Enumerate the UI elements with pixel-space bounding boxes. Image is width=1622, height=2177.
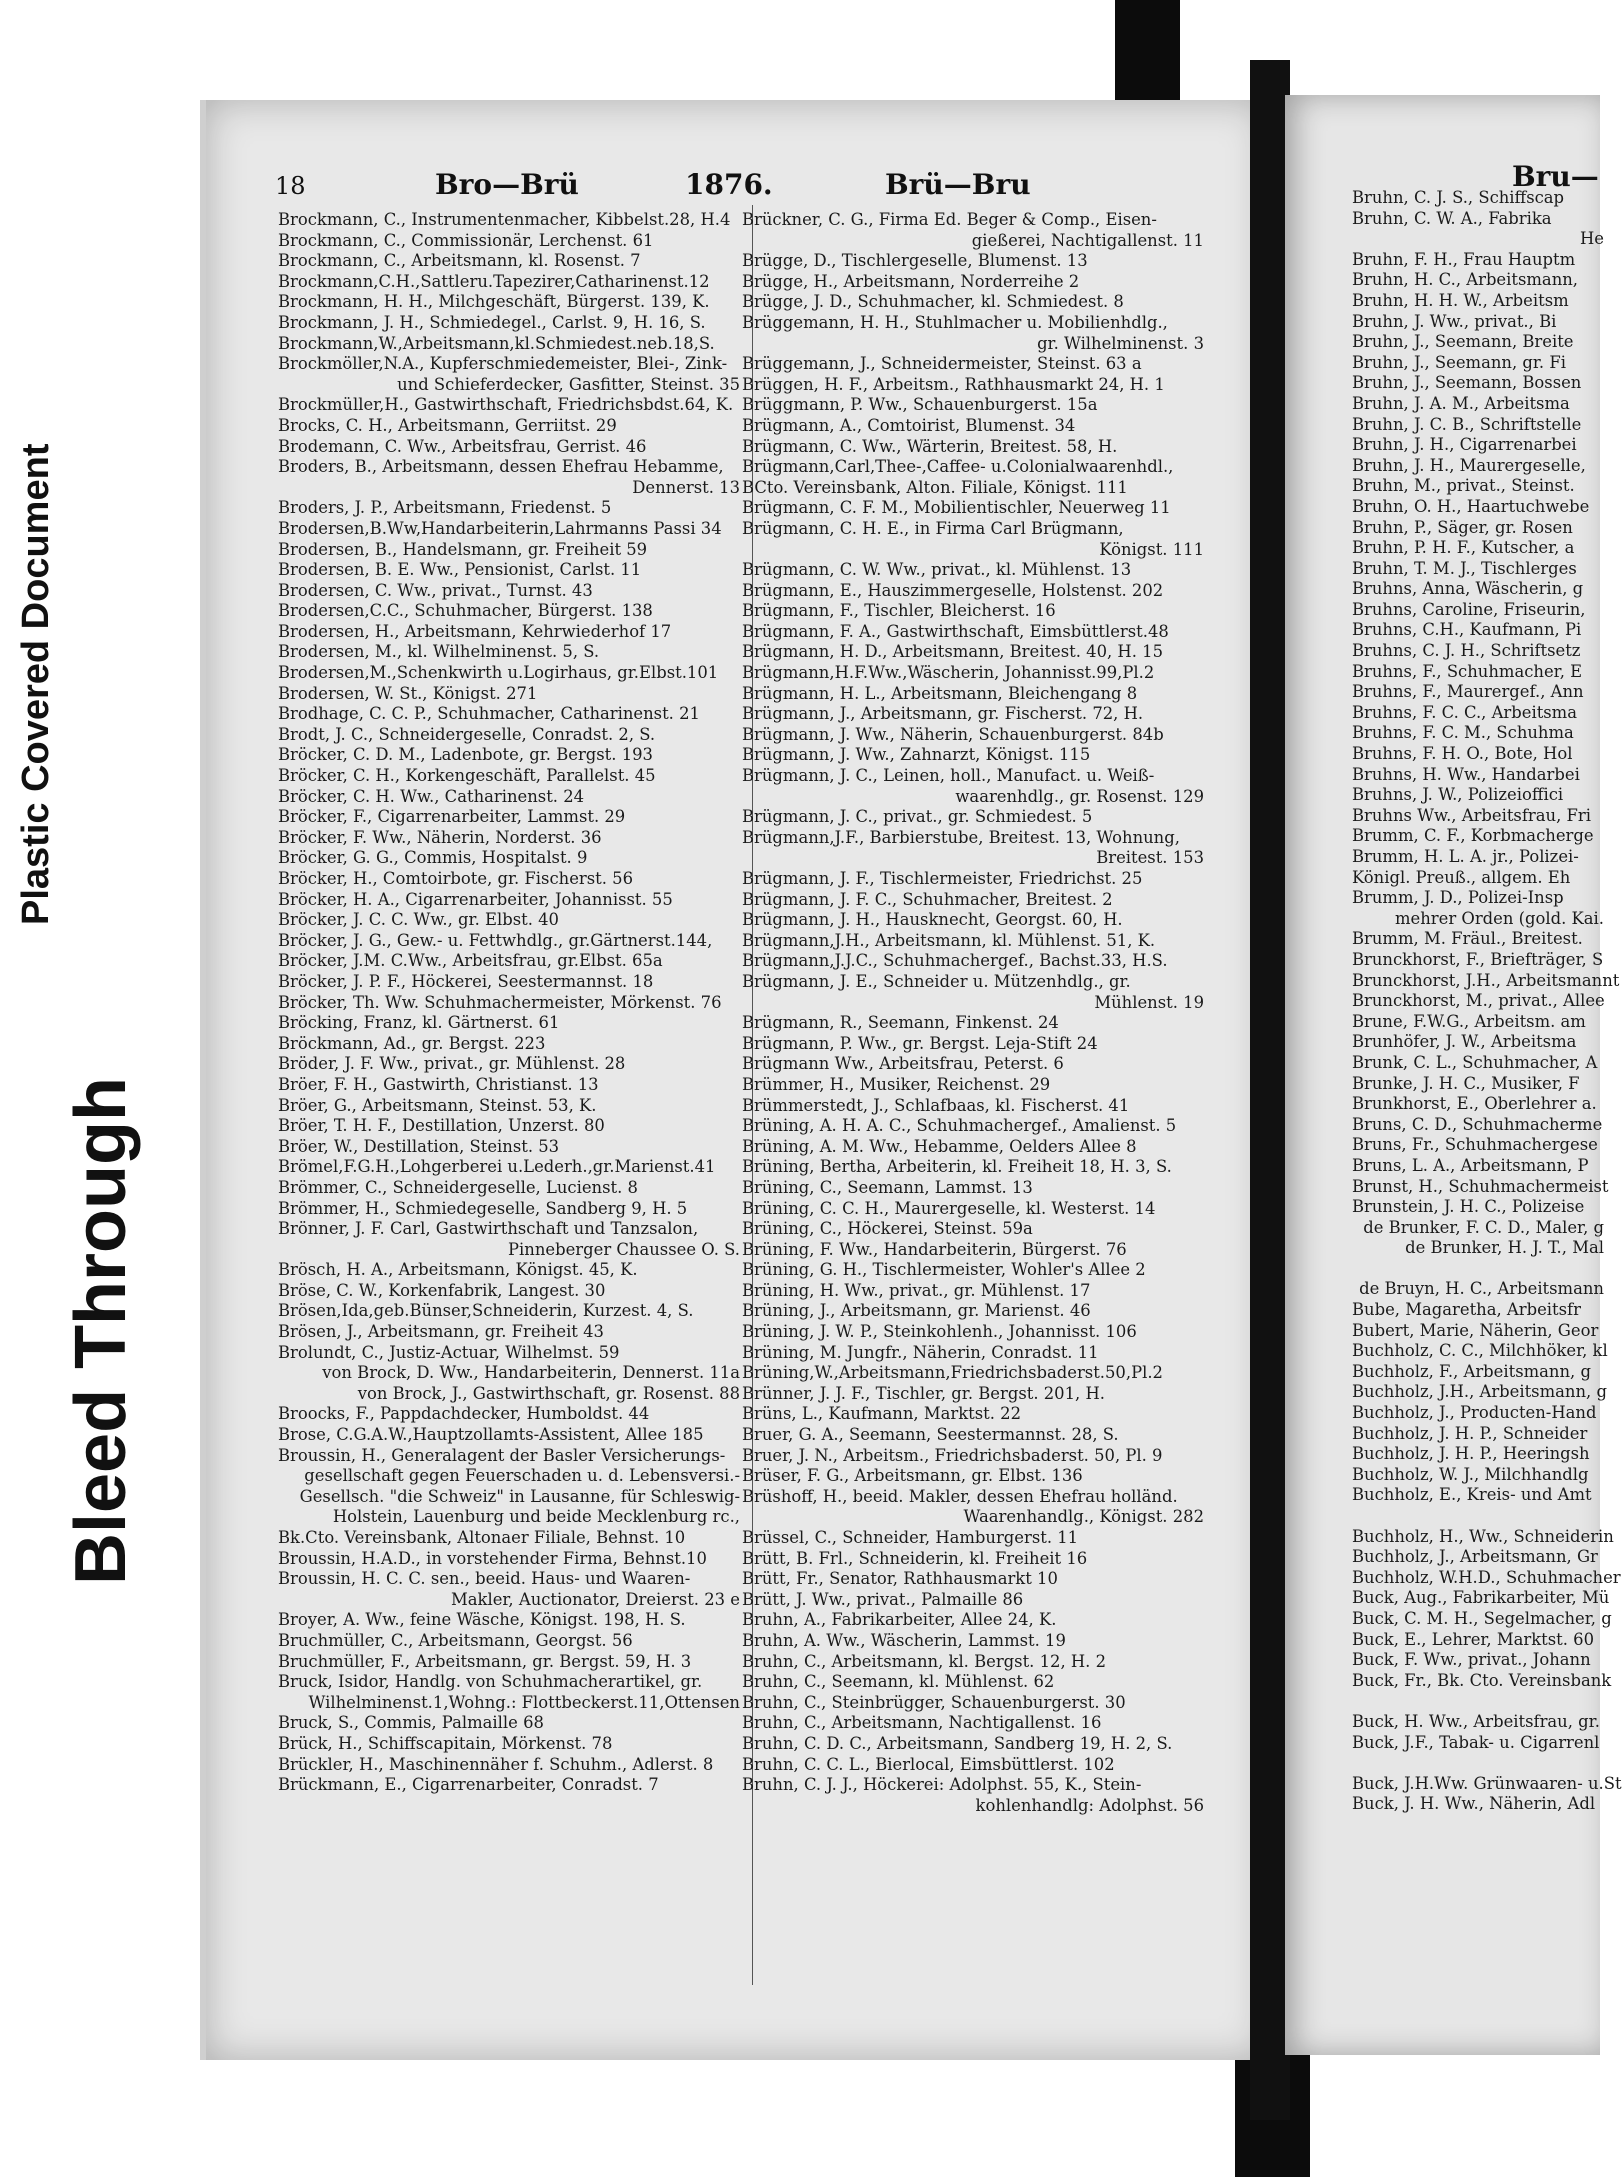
directory-entry: Brünner, J. J. F., Tischler, gr. Bergst. 201, H. bbox=[742, 1383, 1105, 1403]
directory-entry: Brumm, H. L. A. jr., Polizei- bbox=[1352, 847, 1579, 866]
binder-clip-top bbox=[1115, 0, 1180, 100]
directory-entry: Brüning, C. C. H., Maurergeselle, kl. Westerst. 14 bbox=[742, 1198, 1156, 1218]
directory-entry: Buchholz, C. C., Milchhöker, kl bbox=[1352, 1341, 1608, 1361]
directory-entry: Brösen,Ida,geb.Bünser,Schneiderin, Kurzest. 4, S. bbox=[278, 1301, 694, 1321]
directory-entry: Buchholz, H., Ww., Schneiderin bbox=[1352, 1526, 1614, 1546]
directory-entry: Broocks, F., Pappdachdecker, Humboldst. 44 bbox=[278, 1404, 650, 1424]
directory-entry: Brüggen, H. F., Arbeitsm., Rathhausmarkt 24, H. 1 bbox=[742, 374, 1165, 394]
directory-entry: Brüning, F. Ww., Handarbeiterin, Bürgerst. 76 bbox=[742, 1239, 1127, 1259]
directory-entry: Bröcker, J. C. C. Ww., gr. Elbst. 40 bbox=[278, 910, 559, 930]
directory-entry: und Schieferdecker, Gasfitter, Steinst. 35 bbox=[397, 374, 740, 394]
directory-entry: Brockmann, H. H., Milchgeschäft, Bürgerst. 139, K. bbox=[278, 292, 710, 312]
directory-entry: gr. Wilhelminenst. 3 bbox=[1037, 333, 1204, 353]
directory-entry: Brüning, M. Jungfr., Näherin, Conradst. 11 bbox=[742, 1342, 1099, 1362]
directory-entry: Bruhn, O. H., Haartuchwebe bbox=[1352, 496, 1590, 516]
directory-entry: von Brock, D. Ww., Handarbeiterin, Dennerst. 11a bbox=[322, 1363, 740, 1383]
directory-entry: gießerei, Nachtigallenst. 11 bbox=[971, 230, 1204, 250]
directory-entry: Brüning, Bertha, Arbeiterin, kl. Freiheit 18, H. 3, S. bbox=[742, 1157, 1172, 1177]
directory-entry: Holstein, Lauenburg und beide Mecklenburg rc., bbox=[332, 1507, 740, 1527]
directory-entry: Brockmöller,N.A., Kupferschmiedemeister, Blei-, Zink- bbox=[278, 354, 728, 374]
directory-entry: Bruns, Fr., Schuhmachergese bbox=[1352, 1135, 1598, 1155]
directory-entry: Bröckmann, Ad., gr. Bergst. 223 bbox=[278, 1033, 546, 1053]
directory-entry: Buck, E., Lehrer, Marktst. 60 bbox=[1352, 1629, 1595, 1649]
directory-entry: Brockmann,W.,Arbeitsmann,kl.Schmiedest.neb.18,S. bbox=[278, 333, 715, 353]
directory-entry: Bruhn, J., Seemann, Bossen bbox=[1352, 373, 1582, 393]
directory-entry: Brügge, D., Tischlergeselle, Blumenst. 13 bbox=[742, 251, 1088, 271]
directory-entry: Makler, Auctionator, Dreierst. 23 e bbox=[450, 1589, 740, 1609]
directory-entry: Bruhn, C. J. J., Höckerei: Adolphst. 55, K., Stein- bbox=[742, 1775, 1142, 1795]
directory-entry: Buchholz, J. H. P., Heeringsh bbox=[1352, 1444, 1590, 1464]
directory-entry: Brüning, C., Seemann, Lammst. 13 bbox=[742, 1177, 1033, 1197]
directory-entry: Bruhn, C., Arbeitsmann, Nachtigallenst. 16 bbox=[742, 1713, 1102, 1733]
directory-entry: Brockmann, J. H., Schmiedegel., Carlst. 9, H. 16, S. bbox=[278, 312, 706, 332]
directory-entry: Brügmann, E., Hauszimmergeselle, Holstenst. 202 bbox=[742, 580, 1164, 600]
directory-entry: Buchholz, W. J., Milchhandlg bbox=[1352, 1464, 1589, 1484]
directory-entry bbox=[1352, 1691, 1612, 1712]
directory-entry: Bruhns, Caroline, Friseurin, bbox=[1352, 599, 1586, 619]
directory-entry: Bruhn, A. Ww., Wäscherin, Lammst. 19 bbox=[742, 1630, 1066, 1650]
directory-entry: Bruer, G. A., Seemann, Seestermannst. 28, S. bbox=[742, 1425, 1119, 1445]
directory-entry: Bruhns, F., Schuhmacher, E bbox=[1352, 661, 1583, 681]
directory-entry: Bruck, Isidor, Handlg. von Schuhmacherartikel, gr. bbox=[278, 1672, 703, 1692]
directory-entry: Broders, J. P., Arbeitsmann, Friedenst. 5 bbox=[278, 498, 612, 518]
directory-entry: He bbox=[1580, 229, 1604, 249]
bleed-through-label: Bleed Through bbox=[61, 1077, 141, 1585]
directory-entry: Brügmann,Carl,Thee-,Caffee- u.Colonialwaarenhdl., bbox=[742, 457, 1174, 477]
directory-entry: Brodt, J. C., Schneidergeselle, Conradst. 2, S. bbox=[278, 724, 656, 744]
directory-entry: Buck, H. Ww., Arbeitsfrau, gr. bbox=[1352, 1711, 1600, 1731]
directory-entry: Brockmüller,H., Gastwirthschaft, Friedrichsbdst.64, K. bbox=[278, 395, 734, 415]
directory-entry: Brügmann, C. H. E., in Firma Carl Brügmann, bbox=[742, 518, 1124, 538]
directory-entry: Brüning, A. H. A. C., Schuhmachergef., Amalienst. 5 bbox=[742, 1116, 1177, 1136]
directory-entry: Brömmer, C., Schneidergeselle, Lucienst. 8 bbox=[278, 1177, 638, 1197]
directory-entry: Waarenhandlg., Königst. 282 bbox=[963, 1507, 1204, 1527]
directory-entry: Bruck, S., Commis, Palmaille 68 bbox=[278, 1713, 544, 1733]
directory-entry: Brüning, J., Arbeitsmann, gr. Marienst. 46 bbox=[742, 1301, 1091, 1321]
directory-entry: Brumm, J. D., Polizei-Insp bbox=[1352, 888, 1564, 908]
directory-entry: Brömmer, H., Schmiedegeselle, Sandberg 9, H. 5 bbox=[278, 1198, 688, 1218]
directory-entry: Bröer, T. H. F., Destillation, Unzerst. 80 bbox=[278, 1116, 605, 1136]
directory-entry: Dennerst. 13 bbox=[632, 477, 740, 497]
directory-entry: Brunckhorst, F., Briefträger, S bbox=[1352, 949, 1604, 969]
directory-entry: Brodersen, B., Handelsmann, gr. Freiheit 59 bbox=[278, 539, 648, 559]
directory-entry: Brügmann,J.F., Barbierstube, Breitest. 13, Wohnung, bbox=[742, 827, 1180, 847]
directory-entry: Bruhn, J., Seemann, Breite bbox=[1352, 332, 1574, 352]
directory-entry: Buchholz, J. H. P., Schneider bbox=[1352, 1423, 1588, 1443]
directory-entry: Bruhn, P., Säger, gr. Rosen bbox=[1352, 517, 1573, 537]
directory-entry: Buck, C. M. H., Segelmacher, g bbox=[1352, 1608, 1612, 1628]
directory-entry: Brüshoff, H., beeid. Makler, dessen Ehefrau holländ. bbox=[742, 1486, 1178, 1506]
directory-entry: Bröcker, C. H. Ww., Catharinenst. 24 bbox=[278, 786, 585, 806]
directory-entry: Brügmann, J. F. C., Schuhmacher, Breitest. 2 bbox=[742, 889, 1113, 909]
directory-entry: Brockmann, C., Commissionär, Lerchenst. 61 bbox=[278, 230, 654, 250]
directory-entry: Brodersen, C. Ww., privat., Turnst. 43 bbox=[278, 580, 593, 600]
directory-entry: Brüssel, C., Schneider, Hamburgerst. 11 bbox=[742, 1528, 1079, 1547]
directory-entry: Buchholz, W.H.D., Schuhmacher bbox=[1352, 1567, 1621, 1587]
directory-entry: Brügmann, J. Ww., Zahnarzt, Königst. 115 bbox=[742, 745, 1091, 765]
left-key-heading: Bro—Brü bbox=[435, 168, 579, 201]
directory-entry: Brügmann, J. F., Tischlermeister, Friedrichst. 25 bbox=[742, 869, 1143, 888]
directory-entry: Brügmann,J.J.C., Schuhmachergef., Bachst.33, H.S. bbox=[742, 951, 1168, 971]
directory-entry: Bruhn, C. J. S., Schiffscap bbox=[1352, 188, 1565, 207]
left-column bbox=[278, 210, 748, 1796]
directory-entry: Bruhn, A., Fabrikarbeiter, Allee 24, K. bbox=[742, 1610, 1057, 1630]
directory-entry: Brodersen, M., kl. Wilhelminenst. 5, S. bbox=[278, 642, 600, 662]
directory-entry: Bröcker, C. H., Korkengeschäft, Parallelst. 45 bbox=[278, 766, 656, 786]
directory-entry: Brückmann, E., Cigarrenarbeiter, Conradst. 7 bbox=[278, 1775, 659, 1795]
directory-entry: Bröcker, F., Cigarrenarbeiter, Lammst. 29 bbox=[278, 807, 626, 827]
directory-entry: Bruhn, P. H. F., Kutscher, a bbox=[1352, 538, 1575, 558]
directory-entry: Bröer, G., Arbeitsmann, Steinst. 53, K. bbox=[278, 1095, 597, 1115]
directory-entry: Brömel,F.G.H.,Lohgerberei u.Lederh.,gr.Marienst.41 bbox=[278, 1157, 716, 1177]
directory-entry: Bröer, W., Destillation, Steinst. 53 bbox=[278, 1136, 560, 1156]
directory-entry: Brügmann, J. C., privat., gr. Schmiedest. 5 bbox=[742, 807, 1093, 827]
directory-entry: Brügmann,J.H., Arbeitsmann, kl. Mühlenst. 51, K. bbox=[742, 930, 1156, 950]
directory-entry: Bröder, J. F. Ww., privat., gr. Mühlenst. 28 bbox=[278, 1054, 626, 1074]
directory-entry: Brolundt, C., Justiz-Actuar, Wilhelmst. 59 bbox=[278, 1342, 620, 1362]
directory-entry: Bruhns Ww., Arbeitsfrau, Fri bbox=[1352, 805, 1591, 825]
directory-entry bbox=[1352, 1506, 1612, 1527]
directory-entry: Brütt, Fr., Senator, Rathhausmarkt 10 bbox=[742, 1569, 1058, 1589]
directory-entry: Bruhn, T. M. J., Tischlerges bbox=[1352, 558, 1577, 578]
directory-entry: Brügmann, C. F. M., Mobilientischler, Neuerweg 11 bbox=[742, 498, 1171, 518]
directory-entry: Broussin, H., Generalagent der Basler Versicherungs- bbox=[278, 1445, 726, 1465]
directory-entry: de Brunker, F. C. D., Maler, g bbox=[1363, 1217, 1604, 1237]
directory-entry: Brösen, J., Arbeitsmann, gr. Freiheit 43 bbox=[278, 1322, 604, 1342]
directory-entry: Brück, H., Schiffscapitain, Mörkenst. 78 bbox=[278, 1733, 613, 1753]
directory-entry: Königst. 111 bbox=[1099, 539, 1204, 559]
directory-entry: Brümmer, H., Musiker, Reichenst. 29 bbox=[742, 1074, 1051, 1094]
right-key-heading: Brü—Bru bbox=[885, 168, 1031, 201]
directory-entry: Brüning, A. M. Ww., Hebamme, Oelders Allee 8 bbox=[742, 1136, 1137, 1156]
directory-entry: Brügmann, J. Ww., Näherin, Schauenburgerst. 84b bbox=[742, 724, 1164, 744]
directory-entry: Bruhns, F. H. O., Bote, Hol bbox=[1352, 744, 1573, 764]
directory-entry: Bröcker, J. G., Gew.- u. Fettwhdlg., gr.Gärtnerst.144, bbox=[278, 930, 713, 950]
directory-entry: Breitest. 153 bbox=[1096, 848, 1204, 868]
directory-entry: Brunst, H., Schuhmachermeist bbox=[1352, 1176, 1609, 1196]
directory-entry: Brügmann, J. C., Leinen, holl., Manufact. u. Weiß- bbox=[742, 766, 1155, 786]
directory-entry: Bröer, F. H., Gastwirth, Christianst. 13 bbox=[278, 1074, 599, 1094]
directory-entry: waarenhdlg., gr. Rosenst. 129 bbox=[955, 786, 1204, 806]
directory-entry: Bruhn, J. H., Maurergeselle, bbox=[1352, 455, 1586, 475]
directory-entry: Brodersen,M.,Schenkwirth u.Logirhaus, gr.Elbst.101 bbox=[278, 663, 719, 683]
directory-entry: Bruhns, F. C. C., Arbeitsma bbox=[1352, 702, 1578, 722]
directory-entry: Bröcker, H. A., Cigarrenarbeiter, Johannisst. 55 bbox=[278, 889, 673, 909]
directory-entry: Brügmann, H. D., Arbeitsmann, Breitest. 40, H. 15 bbox=[742, 642, 1164, 662]
directory-entry: Brümmerstedt, J., Schlafbaas, kl. Fischerst. 41 bbox=[742, 1095, 1130, 1115]
directory-entry: Brügmann, F. A., Gastwirthschaft, Eimsbüttlerst.48 bbox=[742, 621, 1169, 641]
directory-entry: Brückler, H., Maschinennäher f. Schuhm., Adlerst. 8 bbox=[278, 1754, 714, 1774]
directory-entry: Brodersen,C.C., Schuhmacher, Bürgerst. 138 bbox=[278, 601, 653, 621]
directory-entry: Bruhn, C. D. C., Arbeitsmann, Sandberg 19, H. 2, S. bbox=[742, 1733, 1173, 1753]
directory-entry: Bk.Cto. Vereinsbank, Altonaer Filiale, Behnst. 10 bbox=[278, 1528, 686, 1547]
directory-entry: Buchholz, F., Arbeitsmann, g bbox=[1352, 1361, 1591, 1381]
directory-entry: Brunhöfer, J. W., Arbeitsma bbox=[1352, 1032, 1577, 1052]
directory-entry: Brumm, M. Fräul., Breitest. bbox=[1352, 929, 1583, 949]
directory-entry: Buck, J.H.Ww. Grünwaaren- u.St bbox=[1352, 1773, 1622, 1793]
directory-entry: Brüning, C., Höckerei, Steinst. 59a bbox=[742, 1219, 1033, 1239]
directory-entry: Brügge, J. D., Schuhmacher, kl. Schmiedest. 8 bbox=[742, 292, 1124, 312]
directory-entry: Brügmann, F., Tischler, Bleicherst. 16 bbox=[742, 601, 1056, 621]
directory-entry: Brockmann, C., Arbeitsmann, kl. Rosenst. 7 bbox=[278, 251, 641, 271]
page-number: 18 bbox=[275, 172, 306, 200]
directory-entry: Brodersen, W. St., Königst. 271 bbox=[278, 683, 538, 703]
directory-entry: Brüns, L., Kaufmann, Marktst. 22 bbox=[742, 1404, 1022, 1424]
directory-entry: Bruer, J. N., Arbeitsm., Friedrichsbaderst. 50, Pl. 9 bbox=[742, 1445, 1163, 1465]
directory-entry: Brönner, J. F. Carl, Gastwirthschaft und Tanzsalon, bbox=[278, 1219, 699, 1239]
directory-entry: Brodersen, B. E. Ww., Pensionist, Carlst. 11 bbox=[278, 560, 642, 580]
directory-entry: Brügmann, P. Ww., gr. Bergst. Leja-Stift 24 bbox=[742, 1033, 1098, 1053]
directory-entry: Brune, F.W.G., Arbeitsm. am bbox=[1352, 1011, 1586, 1031]
directory-entry: Brunckhorst, M., privat., Allee bbox=[1352, 991, 1605, 1011]
directory-entry: Wilhelminenst.1,Wohng.: Flottbeckerst.11,Ottensen bbox=[308, 1692, 740, 1712]
middle-column bbox=[742, 210, 1212, 1816]
directory-entry: Brügmann, J. E., Schneider u. Mützenhdlg., gr. bbox=[742, 971, 1131, 991]
next-page-heading: Bru— bbox=[1512, 160, 1599, 193]
directory-entry: Bröcker, J. P. F., Höckerei, Seestermannst. 18 bbox=[278, 971, 654, 991]
directory-entry: Bröse, C. W., Korkenfabrik, Langest. 30 bbox=[278, 1280, 606, 1300]
directory-entry: Brüggemann, J., Schneidermeister, Steinst. 63 a bbox=[742, 354, 1142, 374]
directory-entry: Bruns, L. A., Arbeitsmann, P bbox=[1352, 1155, 1589, 1175]
directory-entry: Bruhns, H. Ww., Handarbei bbox=[1352, 764, 1580, 784]
directory-entry: Bröcker, C. D. M., Ladenbote, gr. Bergst. 193 bbox=[278, 745, 653, 765]
directory-entry: Brocks, C. H., Arbeitsmann, Gerriitst. 29 bbox=[278, 415, 617, 435]
year-heading: 1876. bbox=[685, 168, 773, 201]
directory-entry: Pinneberger Chaussee O. S. bbox=[508, 1239, 740, 1259]
directory-entry bbox=[1352, 1259, 1612, 1280]
directory-entry: gesellschaft gegen Feuerschaden u. d. Lebensversi.- bbox=[304, 1466, 740, 1486]
directory-entry: Brodersen,B.Ww,Handarbeiterin,Lahrmanns Passi 34 bbox=[278, 518, 722, 538]
directory-entry: Buchholz, J., Arbeitsmann, Gr bbox=[1352, 1547, 1598, 1567]
directory-entry: Brügmann, R., Seemann, Finkenst. 24 bbox=[742, 1013, 1059, 1033]
directory-entry: Bruhn, C., Steinbrügger, Schauenburgerst. 30 bbox=[742, 1692, 1126, 1712]
directory-entry: Brügmann, C. Ww., Wärterin, Breitest. 58, H. bbox=[742, 436, 1118, 456]
directory-entry: Buchholz, E., Kreis- und Amt bbox=[1352, 1485, 1592, 1505]
directory-entry: Brügmann, J. H., Hausknecht, Georgst. 60, H. bbox=[742, 910, 1123, 930]
directory-entry: Brunke, J. H. C., Musiker, F bbox=[1352, 1073, 1580, 1093]
directory-entry: Bruhns, C. J. H., Schriftsetz bbox=[1352, 641, 1581, 661]
directory-entry: Brunk, C. L., Schuhmacher, A bbox=[1352, 1052, 1598, 1072]
directory-entry: Brose, C.G.A.W.,Hauptzollamts-Assistent, Allee 185 bbox=[278, 1425, 704, 1445]
plastic-covered-label: Plastic Covered Document bbox=[15, 443, 57, 925]
directory-entry: Brodemann, C. Ww., Arbeitsfrau, Gerrist. 46 bbox=[278, 436, 647, 456]
directory-entry: Bröcker, Th. Ww. Schuhmachermeister, Mörkenst. 76 bbox=[278, 992, 722, 1012]
directory-entry: Bröcker, J.M. C.Ww., Arbeitsfrau, gr.Elbst. 65a bbox=[278, 951, 663, 971]
directory-entry: Brügmann, J., Arbeitsmann, gr. Fischerst. 72, H. bbox=[742, 704, 1144, 724]
directory-entry: Brüning, G. H., Tischlermeister, Wohler's Allee 2 bbox=[742, 1260, 1146, 1280]
directory-entry: Bruhn, C. C. L., Bierlocal, Eimsbüttlerst. 102 bbox=[742, 1754, 1115, 1774]
directory-entry: Gesellsch. "die Schweiz" in Lausanne, für Schleswig- bbox=[299, 1486, 740, 1506]
directory-entry: Bruns, C. D., Schuhmacherme bbox=[1352, 1114, 1603, 1134]
directory-entry: Buchholz, J.H., Arbeitsmann, g bbox=[1352, 1382, 1607, 1402]
directory-entry: de Brunker, H. J. T., Mal bbox=[1405, 1238, 1604, 1258]
directory-entry: Brügmann,H.F.Ww.,Wäscherin, Johannisst.99,Pl.2 bbox=[742, 663, 1155, 683]
directory-entry: Bubert, Marie, Näherin, Geor bbox=[1352, 1320, 1599, 1340]
directory-entry: Bruhns, F. C. M., Schuhma bbox=[1352, 723, 1574, 743]
directory-entry: Broyer, A. Ww., feine Wäsche, Königst. 198, H. S. bbox=[278, 1610, 686, 1630]
directory-entry: Brügmann, H. L., Arbeitsmann, Bleichengang 8 bbox=[742, 683, 1138, 703]
directory-entry: kohlenhandlg: Adolphst. 56 bbox=[975, 1795, 1204, 1815]
directory-entry: Brockmann,C.H.,Sattleru.Tapezirer,Catharinenst.12 bbox=[278, 271, 710, 291]
directory-entry: Brütt, J. Ww., privat., Palmaille 86 bbox=[742, 1589, 1024, 1609]
directory-entry: Broussin, H.A.D., in vorstehender Firma, Behnst.10 bbox=[278, 1548, 707, 1568]
directory-entry: Bruhn, H. C., Arbeitsmann, bbox=[1352, 270, 1579, 290]
directory-entry: Brüser, F. G., Arbeitsmann, gr. Elbst. 136 bbox=[742, 1466, 1083, 1486]
book-spine bbox=[1250, 60, 1290, 2120]
directory-entry: Bruhns, C.H., Kaufmann, Pi bbox=[1352, 620, 1582, 640]
directory-entry: Bruhn, J., Seemann, gr. Fi bbox=[1352, 352, 1566, 372]
directory-entry: Buck, Aug., Fabrikarbeiter, Mü bbox=[1352, 1588, 1610, 1608]
directory-entry: Bruhn, H. H. W., Arbeitsm bbox=[1352, 290, 1569, 310]
directory-entry: Brütt, B. Frl., Schneiderin, kl. Freiheit 16 bbox=[742, 1548, 1088, 1568]
directory-entry: Brügmann, A., Comtoirist, Blumenst. 34 bbox=[742, 415, 1076, 435]
directory-entry: Brumm, C. F., Korbmacherge bbox=[1352, 826, 1594, 846]
directory-entry: Königl. Preuß., allgem. Eh bbox=[1352, 867, 1571, 887]
directory-entry: von Brock, J., Gastwirthschaft, gr. Rosenst. 88 bbox=[357, 1383, 740, 1403]
directory-entry: mehrer Orden (gold. Kai. bbox=[1395, 908, 1604, 928]
directory-entry: Brodhage, C. C. P., Schuhmacher, Catharinenst. 21 bbox=[278, 704, 700, 724]
directory-entry: Bruhns, J. W., Polizeioffici bbox=[1352, 785, 1564, 805]
directory-entry: Bruhns, F., Maurergef., Ann bbox=[1352, 682, 1584, 702]
directory-entry: Buck, F. Ww., privat., Johann bbox=[1352, 1650, 1591, 1670]
directory-entry: Brunckhorst, J.H., Arbeitsmannt bbox=[1352, 970, 1620, 990]
directory-entry: Bruchmüller, F., Arbeitsmann, gr. Bergst. 59, H. 3 bbox=[278, 1651, 692, 1671]
directory-entry: Brügmann Ww., Arbeitsfrau, Peterst. 6 bbox=[742, 1054, 1064, 1074]
directory-entry: Bröcker, G. G., Commis, Hospitalst. 9 bbox=[278, 848, 588, 868]
directory-entry: Broders, B., Arbeitsmann, dessen Ehefrau Hebamme, bbox=[278, 457, 724, 477]
page-header bbox=[275, 168, 1235, 208]
directory-entry: Brodersen, H., Arbeitsmann, Kehrwiederhof 17 bbox=[278, 621, 672, 641]
directory-entry: BCto. Vereinsbank, Alton. Filiale, Königst. 111 bbox=[742, 477, 1128, 497]
directory-entry: Brüning,W.,Arbeitsmann,Friedrichsbaderst.50,Pl.2 bbox=[742, 1363, 1163, 1383]
directory-entry: Bruhn, J. H., Cigarrenarbei bbox=[1352, 435, 1577, 455]
directory-entry: Bröcker, H., Comtoirbote, gr. Fischerst. 56 bbox=[278, 869, 634, 888]
directory-entry: Brügge, H., Arbeitsmann, Norderreihe 2 bbox=[742, 271, 1080, 291]
directory-entry: Bruhn, C., Arbeitsmann, kl. Bergst. 12, H. 2 bbox=[742, 1651, 1107, 1671]
directory-entry: Bruhn, J. C. B., Schriftstelle bbox=[1352, 414, 1582, 434]
directory-entry: Bruhn, J. A. M., Arbeitsma bbox=[1352, 393, 1570, 413]
directory-entry: Brüning, H. Ww., privat., gr. Mühlenst. 17 bbox=[742, 1280, 1091, 1300]
right-column bbox=[1352, 188, 1622, 1815]
directory-entry: Brügmann, C. W. Ww., privat., kl. Mühlenst. 13 bbox=[742, 560, 1132, 580]
directory-entry: Mühlenst. 19 bbox=[1094, 992, 1204, 1012]
directory-entry: Bube, Magaretha, Arbeitsfr bbox=[1352, 1300, 1581, 1320]
directory-entry: Brockmann, C., Instrumentenmacher, Kibbelst.28, H.4 bbox=[278, 210, 731, 229]
directory-entry: Broussin, H. C. C. sen., beeid. Haus- und Waaren- bbox=[278, 1569, 691, 1589]
directory-entry: Bruhn, C. W. A., Fabrika bbox=[1352, 208, 1552, 228]
directory-entry: Brunstein, J. H. C., Polizeise bbox=[1352, 1197, 1585, 1217]
directory-entry: Brunkhorst, E., Oberlehrer a. bbox=[1352, 1094, 1597, 1114]
directory-entry: Brückner, C. G., Firma Ed. Beger & Comp., Eisen- bbox=[742, 210, 1157, 229]
directory-entry: Bruchmüller, C., Arbeitsmann, Georgst. 56 bbox=[278, 1630, 633, 1650]
directory-entry: Buchholz, J., Producten-Hand bbox=[1352, 1403, 1597, 1423]
directory-entry bbox=[1352, 1753, 1612, 1774]
directory-entry: Buck, J.F., Tabak- u. Cigarrenl bbox=[1352, 1732, 1600, 1752]
directory-entry: Brüggmann, P. Ww., Schauenburgerst. 15a bbox=[742, 395, 1098, 415]
directory-entry: de Bruyn, H. C., Arbeitsmann bbox=[1359, 1279, 1604, 1299]
directory-entry: Buck, J. H. Ww., Näherin, Adl bbox=[1352, 1794, 1596, 1814]
directory-entry: Bruhn, F. H., Frau Hauptm bbox=[1352, 249, 1576, 269]
directory-entry: Brüggemann, H. H., Stuhlmacher u. Mobilienhdlg., bbox=[742, 312, 1168, 332]
directory-entry: Bröcking, Franz, kl. Gärtnerst. 61 bbox=[278, 1013, 560, 1033]
directory-entry: Bruhn, J. Ww., privat., Bi bbox=[1352, 311, 1557, 331]
directory-entry: Bruhns, Anna, Wäscherin, g bbox=[1352, 579, 1584, 599]
directory-entry: Bruhn, C., Seemann, kl. Mühlenst. 62 bbox=[742, 1672, 1055, 1692]
directory-entry: Brüning, J. W. P., Steinkohlenh., Johannisst. 106 bbox=[742, 1322, 1137, 1342]
directory-entry: Brösch, H. A., Arbeitsmann, Königst. 45, K. bbox=[278, 1260, 638, 1280]
directory-entry: Bruhn, M., privat., Steinst. bbox=[1352, 476, 1575, 496]
directory-entry: Buck, Fr., Bk. Cto. Vereinsbank bbox=[1352, 1670, 1612, 1690]
directory-entry: Bröcker, F. Ww., Näherin, Norderst. 36 bbox=[278, 827, 602, 847]
